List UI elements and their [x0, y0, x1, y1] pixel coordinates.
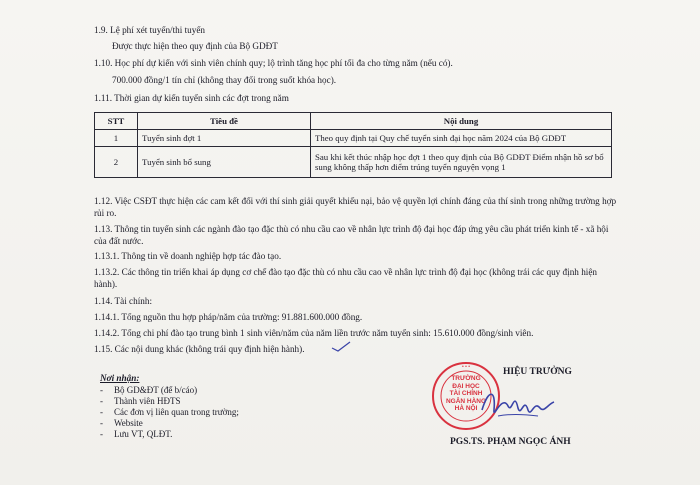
row-2-content: Sau khi kết thúc nhập học đợt 1 theo quy định của Bộ GDĐT Điểm nhận hồ sơ bổ sung không thấp hơn điểm trúng tuyển nguyện vọng 1	[311, 147, 612, 178]
section-1-13-line2: của đất nước.	[94, 236, 144, 246]
stamp-line: NGÂN HÀNG	[445, 397, 487, 405]
section-1-9-body: Được thực hiện theo quy định của Bộ GDĐT	[112, 41, 278, 51]
section-1-13-2-line1: 1.13.2. Các thông tin triển khai áp dụng cơ chế đào tạo đặc thù có nhu cầu cao về nhân lực trình độ đại học (không trái các quy định hiện	[94, 267, 598, 277]
header-stt: STT	[95, 113, 138, 130]
recipient-item: - Lưu VT, QLĐT.	[100, 429, 173, 439]
signer-name: PGS.TS. PHẠM NGỌC ÁNH	[450, 437, 571, 447]
section-1-10-title: 1.10. Học phí dự kiến với sinh viên chính quy; lộ trình tăng học phí tối đa cho từng năm (nếu có).	[94, 58, 453, 68]
recipients-heading: Nơi nhận:	[100, 373, 140, 383]
table-row	[95, 147, 612, 178]
recipient-item: - Thành viên HĐTS	[100, 396, 181, 406]
checkmark-icon	[330, 340, 352, 354]
section-1-15: 1.15. Các nội dung khác (không trái quy định hiện hành).	[94, 344, 305, 354]
header-title: Tiêu đề	[138, 113, 311, 130]
section-1-14-1: 1.14.1. Tổng nguồn thu hợp pháp/năm của trường: 91.881.600.000 đồng.	[94, 312, 363, 322]
signer-role: HIỆU TRƯỞNG	[503, 367, 572, 377]
recipient-item: - Website	[100, 418, 143, 428]
header-content: Nội dung	[311, 113, 612, 130]
admission-schedule-table	[94, 112, 612, 178]
table-header-row	[95, 113, 612, 130]
recipient-item: - Các đơn vị liên quan trong trường;	[100, 407, 239, 417]
section-1-12-line1: 1.12. Việc CSĐT thực hiện các cam kết đối với thí sinh giải quyết khiếu nại, bảo vệ quyền lợi chính đáng của thí sinh trong những trường hợp	[94, 196, 617, 206]
row-1-stt: 1	[95, 130, 138, 147]
handwritten-signature	[478, 380, 558, 430]
section-1-13-2-line2: hành).	[94, 279, 118, 289]
section-1-12-line2: rủi ro.	[94, 208, 117, 218]
section-1-11-title: 1.11. Thời gian dự kiến tuyển sinh các đợt trong năm	[94, 93, 289, 103]
section-1-10-body: 700.000 đồng/1 tín chỉ (không thay đổi trong suốt khóa học).	[112, 75, 337, 85]
stamp-line: TÀI CHÍNH	[449, 390, 483, 397]
stamp-line: ĐẠI HỌC	[452, 382, 480, 390]
section-1-9-title: 1.9. Lệ phí xét tuyển/thi tuyển	[94, 25, 205, 35]
row-1-content: Theo quy định tại Quy chế tuyển sinh đại học năm 2024 của Bộ GDĐT	[311, 130, 612, 147]
section-1-13-line1: 1.13. Thông tin tuyển sinh các ngành đào tạo đặc thù có nhu cầu cao về nhân lực trình độ đại học đáp ứng yêu cầu phát triển kinh tế - xã hội	[94, 224, 609, 234]
row-2-title: Tuyển sinh bổ sung	[138, 147, 311, 178]
row-2-stt: 2	[95, 147, 138, 178]
recipient-item: - Bộ GD&ĐT (để b/cáo)	[100, 385, 198, 395]
section-1-14: 1.14. Tài chính:	[94, 296, 153, 306]
stamp-line: TRƯỜNG	[451, 375, 481, 382]
row-1-title: Tuyển sinh đợt 1	[138, 130, 311, 147]
section-1-14-2: 1.14.2. Tổng chi phí đào tạo trung bình 1 sinh viên/năm của năm liền trước năm tuyển sinh: 15.610.000 đồng/sinh viên.	[94, 328, 534, 338]
table-row	[95, 130, 612, 147]
stamp-line: HÀ NỘI	[454, 405, 478, 412]
svg-text:• • •: • • •	[461, 364, 471, 370]
section-1-13-1: 1.13.1. Thông tin về doanh nghiệp hợp tác đào tạo.	[94, 251, 282, 261]
